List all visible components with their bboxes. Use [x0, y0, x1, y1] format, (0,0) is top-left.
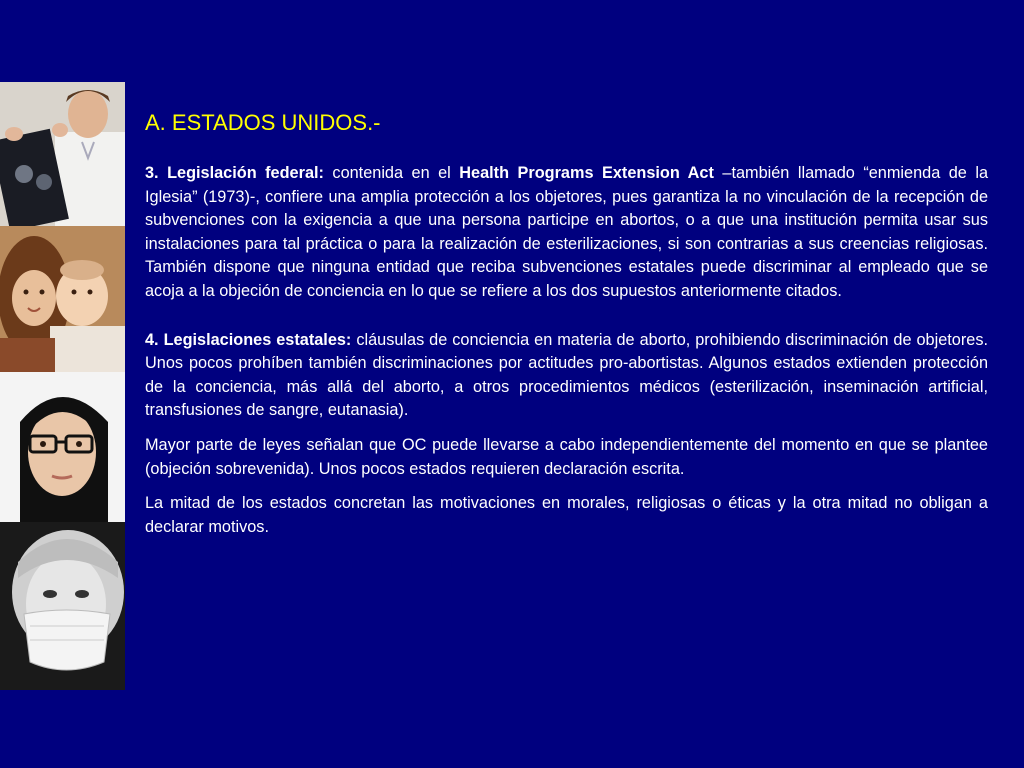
item-3-text-a: contenida en el: [323, 164, 460, 182]
item-4-number: 4.: [145, 330, 159, 349]
surgeon-mask-photo-icon: [0, 522, 125, 690]
item-3-number: 3.: [145, 164, 159, 182]
item-3-text-b: –también llamado “enmienda de la Iglesia” (1973)-, confiere una amplia protección a los objetores, pues garantiza la no vinculación de la recepción de subvenciones con la exigencia a que una persona participe en abortos, o a que una institución permita usar sus instalaciones para tal práctica o para la realización de esterilizaciones, si son contrarias a sus creencias religiosas. También dispone que ninguna entidad que reciba subvenciones estatales puede discriminar al empleado que se acoja a la objeción de conciencia en lo que se refiere a los dos supuestos anteriormente citados.: [145, 164, 988, 300]
paragraph-5: Mayor parte de leyes señalan que OC puede llevarse a cabo independientemente del momento en que se plantee (objeción sobrevenida). Unos pocos estados requieren declaración escrita.: [145, 435, 988, 478]
item-3-paragraph: [145, 162, 988, 304]
slide-title: A. ESTADOS UNIDOS.-: [145, 110, 381, 135]
doctor-xray-photo-icon: [0, 82, 125, 226]
item-4-paragraph: [145, 329, 988, 423]
mother-baby-photo-icon: [0, 226, 125, 372]
paragraph-6: La mitad de los estados concretan las motivaciones en morales, religiosas o éticas y la otra mitad no obligan a declarar motivos.: [145, 494, 988, 536]
item-4-text: cláusulas de conciencia en materia de aborto, prohibiendo discriminación de objetores. Unos pocos prohíben también discriminaciones por actitudes pro-abortistas. Algunos estados extienden protección de la conciencia, más allá del aborto, a otros procedimientos médicos (esterilización, inseminación artificial, transfusiones de sangre, eutanasia).: [145, 330, 989, 420]
item-3-act-name: Health Programs Extension Act: [459, 164, 714, 182]
slide-content: [145, 108, 988, 539]
item-3-label: Legislación federal:: [167, 164, 324, 182]
item-4-label: Legislaciones estatales:: [163, 330, 352, 349]
woman-glasses-photo-icon: [0, 372, 125, 522]
photo-strip: [0, 82, 125, 690]
